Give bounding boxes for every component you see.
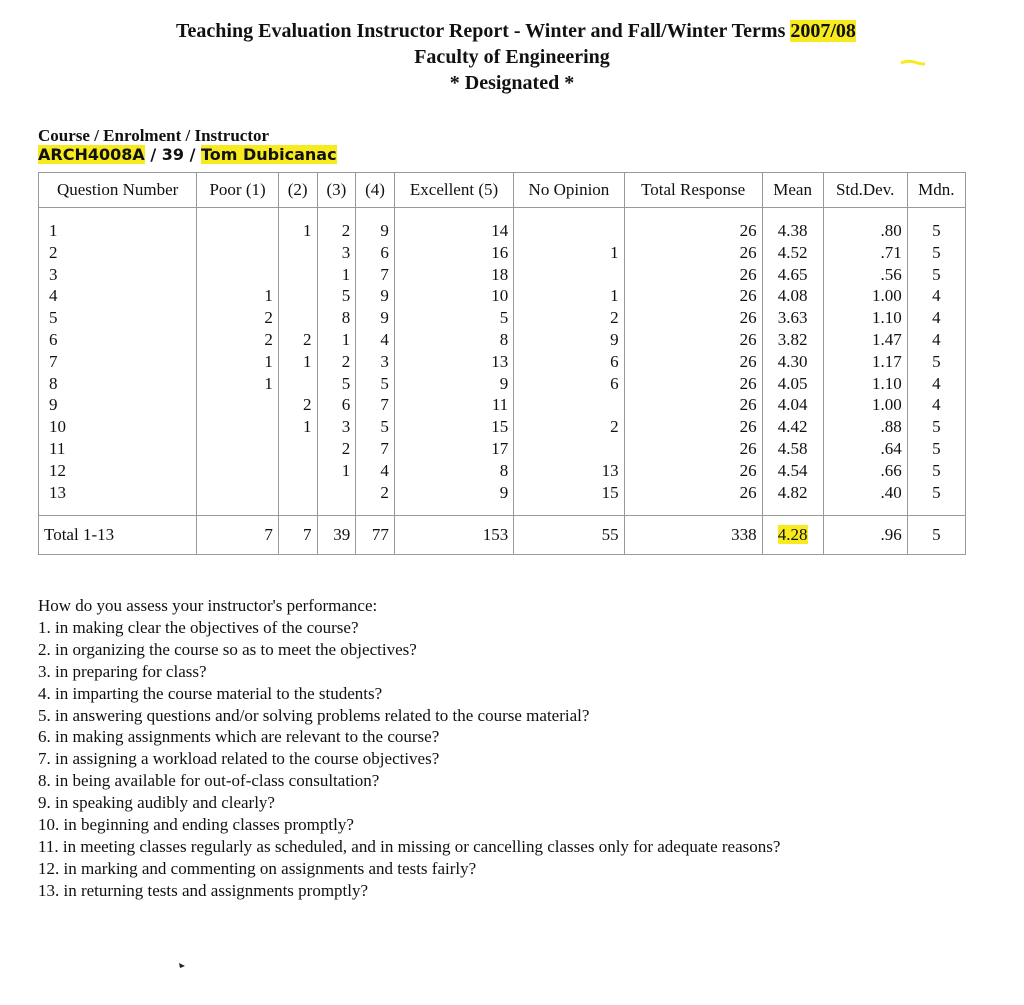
course-code: ARCH4008A [38, 145, 145, 164]
table-cell [202, 264, 273, 286]
table-cell: 10 [491, 286, 509, 306]
col-total-response [624, 208, 762, 516]
table-cell: 8 [341, 308, 351, 328]
table-cell [519, 438, 618, 460]
table-cell: 26 [739, 286, 757, 306]
total-mean [762, 516, 823, 555]
table-cell: 5 [341, 373, 351, 393]
table-cell [284, 285, 312, 307]
table-cell: 26 [739, 264, 757, 284]
table-cell [323, 482, 351, 504]
table-cell: 2 [341, 351, 351, 371]
header-question-number: Question Number [39, 173, 197, 208]
table-header-row [39, 173, 966, 208]
table-cell [202, 416, 273, 438]
table-cell: 2 [341, 438, 351, 458]
table-cell: 4.38 [777, 221, 808, 240]
question-item-13: 13. in returning tests and assignments promptly? [38, 880, 369, 900]
table-cell [284, 482, 312, 504]
col-excellent [394, 208, 513, 516]
table-cell: 1.00 [871, 395, 902, 415]
table-cell: 2 [49, 242, 58, 262]
table-cell: 4.52 [777, 242, 808, 262]
header-mean: Mean [762, 173, 823, 208]
question-item-1: 1. in making clear the objectives of the course? [38, 617, 359, 637]
table-cell: 5 [932, 460, 941, 480]
table-cell: 26 [739, 308, 757, 328]
total-3: 39 [317, 516, 356, 555]
table-cell: 9 [380, 308, 389, 328]
table-cell: .71 [880, 242, 902, 262]
table-cell: 1 [49, 221, 58, 240]
total-excellent: 153 [394, 516, 513, 555]
header-median: Mdn. [907, 173, 965, 208]
table-cell: 1 [264, 286, 273, 306]
table-cell: 1 [264, 351, 273, 371]
question-item-10: 10. in beginning and ending classes promptly? [38, 815, 354, 835]
course-values [38, 145, 337, 164]
evaluation-table [38, 172, 966, 555]
question-item-7: 7. in assigning a workload related to the course objectives? [38, 749, 440, 769]
total-2: 7 [278, 516, 317, 555]
table-cell: 4.65 [777, 264, 808, 284]
col-median [907, 208, 965, 516]
question-item-8: 8. in being available for out-of-class consultation? [38, 771, 380, 791]
col-question [39, 208, 197, 516]
table-cell: 18 [491, 264, 509, 284]
table-cell: 26 [739, 373, 757, 393]
header-stddev: Std.Dev. [823, 173, 907, 208]
table-cell: 4.08 [777, 286, 808, 306]
total-stddev: .96 [823, 516, 907, 555]
table-cell: 1 [303, 417, 312, 437]
question-item-9: 9. in speaking audibly and clearly? [38, 793, 275, 813]
table-cell: 9 [610, 329, 619, 349]
table-cell [284, 307, 312, 329]
table-cell: 4.30 [777, 351, 808, 371]
total-response: 338 [624, 516, 762, 555]
table-cell: 10 [49, 417, 66, 437]
table-cell: 13 [49, 482, 66, 502]
total-median: 5 [907, 516, 965, 555]
table-cell: 13 [491, 351, 509, 371]
report-title-main: Teaching Evaluation Instructor Report - Winter and Fall/Winter Terms [176, 20, 786, 42]
table-cell: 1.10 [871, 308, 902, 328]
question-item-3: 3. in preparing for class? [38, 661, 207, 681]
ink-speck [178, 962, 186, 970]
table-cell: .80 [880, 221, 902, 240]
table-cell: 4 [380, 460, 389, 480]
faculty-name: Faculty of Engineering [414, 46, 610, 68]
question-item-12: 12. in marking and commenting on assignments and tests fairly? [38, 858, 477, 878]
table-cell: 26 [739, 417, 757, 437]
table-cell: 9 [380, 286, 389, 306]
table-cell: 4.58 [777, 438, 808, 458]
col-mean [762, 208, 823, 516]
question-list [38, 595, 780, 902]
table-cell: .40 [880, 482, 902, 502]
col-4 [356, 208, 395, 516]
table-cell [284, 460, 312, 482]
header-3: (3) [317, 173, 356, 208]
table-cell: 3 [341, 417, 351, 437]
course-info [38, 126, 337, 164]
table-cell: 2 [610, 308, 619, 328]
table-cell [202, 460, 273, 482]
table-cell: 7 [380, 264, 389, 284]
highlighter-mark [900, 58, 926, 66]
table-cell: 1.47 [871, 329, 902, 349]
table-cell [202, 394, 273, 416]
report-title [0, 18, 1024, 44]
table-cell: 14 [491, 221, 509, 240]
table-cell: 1.17 [871, 351, 902, 371]
header-total-response: Total Response [624, 173, 762, 208]
table-cell [202, 220, 273, 242]
table-cell: 9 [49, 395, 58, 415]
header-poor: Poor (1) [197, 173, 279, 208]
table-cell: .66 [880, 460, 902, 480]
table-cell: 17 [491, 438, 509, 458]
question-item-5: 5. in answering questions and/or solving problems related to the course material? [38, 705, 590, 725]
total-label: Total 1-13 [39, 516, 197, 555]
enrolment: / 39 / [144, 145, 201, 164]
col-3 [317, 208, 356, 516]
table-body-row [39, 208, 966, 516]
table-cell: 1.00 [871, 286, 902, 306]
table-cell: 1 [341, 264, 351, 284]
table-cell: 6 [610, 373, 619, 393]
instructor-name: Tom Dubicanac [200, 145, 337, 164]
table-cell: 5 [932, 482, 941, 502]
table-cell: 4 [932, 286, 941, 306]
table-cell [202, 242, 273, 264]
table-cell: 8 [499, 460, 509, 480]
table-cell: 7 [380, 395, 389, 415]
table-cell: 4.04 [777, 395, 808, 415]
course-heading: Course / Enrolment / Instructor [38, 126, 270, 145]
table-cell: 4.54 [777, 460, 808, 480]
question-item-11: 11. in meeting classes regularly as scheduled, and in missing or cancelling classes only for adequate reasons? [38, 836, 781, 856]
table-cell: 6 [49, 329, 58, 349]
table-cell: 2 [303, 329, 312, 349]
table-cell: 3 [49, 264, 58, 284]
table-cell: 3.63 [777, 308, 808, 328]
table-cell: 8 [49, 373, 58, 393]
table-cell: 9 [499, 373, 509, 393]
table-cell: 2 [610, 417, 619, 437]
header-2: (2) [278, 173, 317, 208]
header-excellent: Excellent (5) [394, 173, 513, 208]
report-title-year: 2007/08 [790, 20, 856, 42]
table-cell: 2 [380, 482, 389, 502]
table-cell: 26 [739, 482, 757, 502]
table-cell: 26 [739, 242, 757, 262]
question-item-6: 6. in making assignments which are relevant to the course? [38, 727, 440, 747]
table-cell: 5 [499, 308, 509, 328]
table-cell: 1 [610, 242, 619, 262]
total-no-opinion: 55 [514, 516, 624, 555]
table-cell [202, 482, 273, 504]
table-cell: 1 [303, 351, 312, 371]
table-cell: 5 [932, 242, 941, 262]
table-cell: 4 [932, 329, 941, 349]
table-cell: 5 [380, 417, 389, 437]
table-cell: 4 [932, 373, 941, 393]
table-cell: 5 [932, 351, 941, 371]
table-cell: 1 [341, 329, 351, 349]
table-cell: .64 [880, 438, 902, 458]
total-poor: 7 [197, 516, 279, 555]
total-4: 77 [356, 516, 395, 555]
table-cell: 9 [499, 482, 509, 502]
table-cell: 3.82 [777, 329, 808, 349]
table-cell: 5 [932, 438, 941, 458]
table-cell: 26 [739, 221, 757, 240]
table-total-row [39, 516, 966, 555]
table-cell: 9 [380, 221, 389, 240]
table-cell: 5 [932, 221, 941, 240]
table-cell: 11 [49, 438, 66, 458]
table-cell [284, 373, 312, 395]
table-cell: 15 [491, 417, 509, 437]
col-poor [197, 208, 279, 516]
table-cell: 7 [49, 351, 58, 371]
total-mean-value: 4.28 [777, 525, 808, 545]
table-cell [284, 438, 312, 460]
table-cell: 26 [739, 460, 757, 480]
report-header [0, 18, 1024, 96]
table-cell: 5 [380, 373, 389, 393]
table-cell: 2 [264, 308, 273, 328]
table-cell: 5 [932, 264, 941, 284]
table-cell: 6 [610, 351, 619, 371]
table-cell: 11 [491, 395, 509, 415]
col-2 [278, 208, 317, 516]
table-cell: 3 [380, 351, 389, 371]
table-cell [519, 220, 618, 242]
table-cell: 1.10 [871, 373, 902, 393]
table-cell: 26 [739, 351, 757, 371]
table-cell: 2 [264, 329, 273, 349]
table-cell: 15 [601, 482, 619, 502]
table-cell: 1 [303, 221, 312, 240]
question-item-4: 4. in imparting the course material to the students? [38, 683, 383, 703]
table-cell: 5 [932, 417, 941, 437]
table-cell: .56 [880, 264, 902, 284]
designation-label: * Designated * [449, 72, 575, 94]
table-cell: 13 [601, 460, 619, 480]
col-no-opinion [514, 208, 624, 516]
table-cell: 4 [49, 286, 58, 306]
table-cell: 4 [932, 395, 941, 415]
table-cell: 6 [380, 242, 389, 262]
table-cell: 4.82 [777, 482, 808, 502]
table-cell [519, 264, 618, 286]
table-cell: 26 [739, 395, 757, 415]
table-cell: 5 [341, 286, 351, 306]
table-cell: 1 [610, 286, 619, 306]
table-cell: 7 [380, 438, 389, 458]
table-cell: 4 [380, 329, 389, 349]
table-cell: 1 [341, 460, 351, 480]
table-cell: 16 [491, 242, 509, 262]
table-cell [284, 242, 312, 264]
table-cell: 2 [341, 221, 351, 240]
header-4: (4) [356, 173, 395, 208]
table-cell: .88 [880, 417, 902, 437]
table-cell [284, 264, 312, 286]
table-cell: 2 [303, 395, 312, 415]
table-cell: 8 [499, 329, 509, 349]
table-cell: 1 [264, 373, 273, 393]
question-item-2: 2. in organizing the course so as to meet the objectives? [38, 639, 417, 659]
table-cell [202, 438, 273, 460]
table-cell [519, 394, 618, 416]
question-intro: How do you assess your instructor's performance: [38, 596, 378, 615]
table-cell: 6 [341, 395, 351, 415]
table-cell: 4.42 [777, 417, 808, 437]
table-cell: 3 [341, 242, 351, 262]
table-cell: 5 [49, 308, 58, 328]
table-cell: 26 [739, 329, 757, 349]
table-cell: 4 [932, 308, 941, 328]
table-cell: 12 [49, 460, 66, 480]
table-cell: 26 [739, 438, 757, 458]
col-stddev [823, 208, 907, 516]
table-cell: 4.05 [777, 373, 808, 393]
header-no-opinion: No Opinion [514, 173, 624, 208]
